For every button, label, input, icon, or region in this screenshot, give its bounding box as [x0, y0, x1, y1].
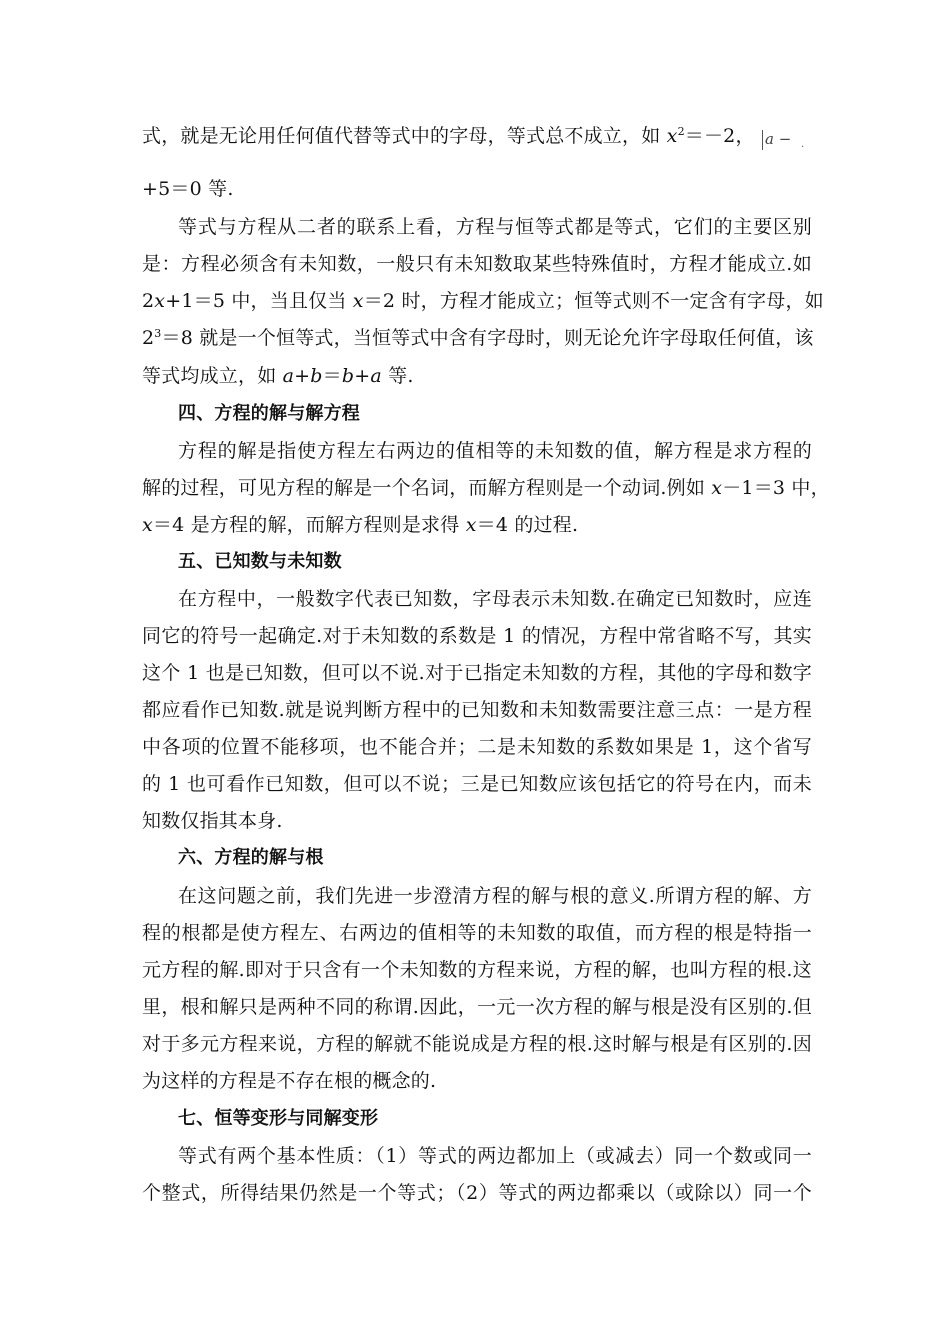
text-line: 对于多元方程来说，方程的解就不能说成是方程的根.这时解与根是有区别的.因 [142, 1033, 812, 1055]
text-line: +5＝0 等. [142, 178, 234, 200]
text-line: 的 1 也可看作已知数，但可以不说；三是已知数应该包括它的符号在内，而未 [142, 773, 812, 795]
text-line: 程的根都是使方程左、右两边的值相等的未知数的取值，而方程的根是特指一 [142, 922, 812, 944]
text-line: 这个 1 也是已知数，但可以不说.对于已指定未知数的方程，其他的字母和数字 [142, 662, 812, 684]
text-line: 是：方程必须含有未知数，一般只有未知数取某些特殊值时，方程才能成立.如 [142, 253, 812, 275]
text-line: 在方程中，一般数字代表已知数，字母表示未知数.在确定已知数时，应连 [178, 588, 812, 610]
section-heading: 四、方程的解与解方程 [178, 403, 360, 424]
text-line: 里，根和解只是两种不同的称谓.因此，一元一次方程的解与根是没有区别的.但 [142, 996, 812, 1018]
text-line: 2x+1＝5 中，当且仅当 x＝2 时，方程才能成立；恒等式则不一定含有字母，如 [142, 290, 824, 312]
text-line: 同它的符号一起确定.对于未知数的系数是 1 的情况，方程中常省略不写，其实 [142, 625, 812, 647]
text-line: 等式均成立，如 a+b＝b+a 等. [142, 365, 414, 387]
text-line: 为这样的方程是不存在根的概念的. [142, 1070, 437, 1092]
text-line: 方程的解是指使方程左右两边的值相等的未知数的值，解方程是求方程的 [178, 440, 812, 462]
text-line: 式，就是无论用任何值代替等式中的字母，等式总不成立，如 $x^2=-2$， [142, 125, 755, 147]
section-heading: 五、已知数与未知数 [178, 551, 342, 572]
text-line: 等式有两个基本性质：（1）等式的两边都加上（或减去）同一个数或同一 [178, 1145, 812, 1167]
text-line: 在这问题之前，我们先进一步澄清方程的解与根的意义.所谓方程的解、方 [178, 885, 812, 907]
text-line: 解的过程，可见方程的解是一个名词，而解方程则是一个动词.例如 x－1＝3 中， [142, 477, 830, 499]
section-heading: 六、方程的解与根 [178, 847, 324, 868]
text-line: x＝4 是方程的解，而解方程则是求得 x＝4 的过程. [142, 514, 579, 536]
absolute-value-fragment: a − [762, 124, 791, 154]
text-line: 知数仅指其本身. [142, 810, 283, 832]
text-line: 中各项的位置不能移项，也不能合并；二是未知数的系数如果是 1，这个省写 [142, 736, 812, 758]
text-line: 等式与方程从二者的联系上看，方程与恒等式都是等式，它们的主要区别 [178, 216, 812, 238]
text-line: 元方程的解.即对于只含有一个未知数的方程来说，方程的解，也叫方程的根.这 [142, 959, 812, 981]
section-heading: 七、恒等变形与同解变形 [178, 1108, 379, 1129]
text-line: 个整式，所得结果仍然是一个等式；（2）等式的两边都乘以（或除以）同一个 [142, 1182, 812, 1204]
fragment-dot: . [801, 139, 805, 150]
text-line: $2^3=8$ 就是一个恒等式，当恒等式中含有字母时，则无论允许字母取任何值，该 [142, 327, 814, 349]
text-line: 都应看作已知数.就是说判断方程中的已知数和未知数需要注意三点：一是方程 [142, 699, 812, 721]
